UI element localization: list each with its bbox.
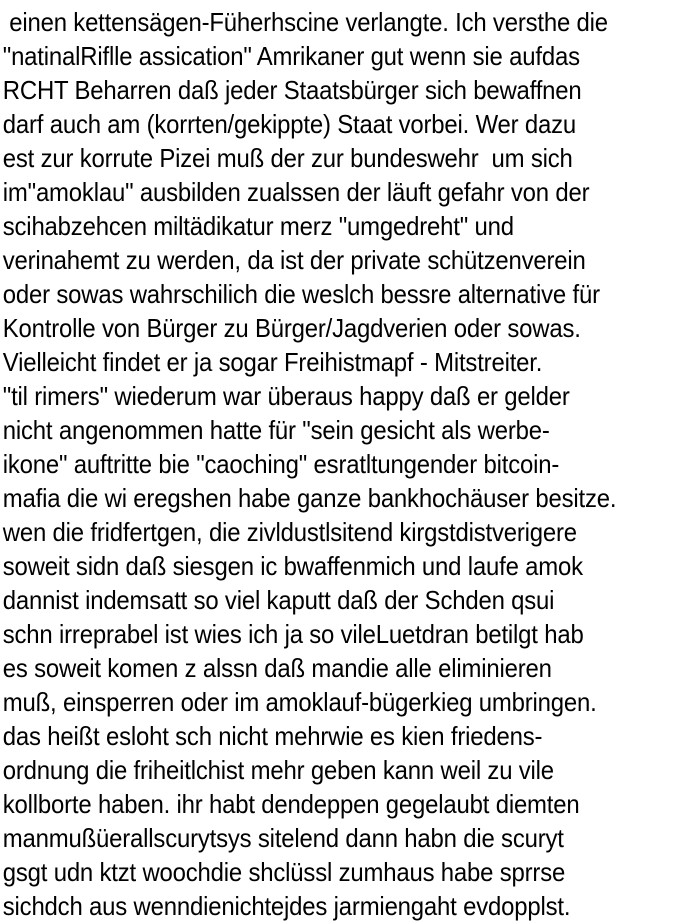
text-line: wen die fridfertgen, die zivldustlsitend kirgstdistverigere bbox=[2, 517, 577, 547]
text-line: im"amoklau" ausbilden zualssen der läuft gefahr von der bbox=[2, 177, 590, 207]
text-line: mafia die wi eregshen habe ganze bankhochäuser besitze. bbox=[2, 483, 617, 513]
text-line: verinahemt zu werden, da ist der private schützenverein bbox=[2, 245, 586, 275]
text-line: schn irreprabel ist wies ich ja so vileLuetdran betilgt hab bbox=[2, 619, 584, 649]
text-line: nicht angenommen hatte für "sein gesicht als werbe- bbox=[2, 415, 550, 445]
text-line: ordnung die friheitlchist mehr geben kann weil zu vile bbox=[2, 755, 554, 785]
text-line: Vielleicht findet er ja sogar Freihistmapf - Mitstreiter. bbox=[2, 347, 543, 377]
text-line: gsgt udn ktzt woochdie shclüssl zumhaus habe sprrse bbox=[2, 857, 566, 887]
text-line: scihabzehcen miltädikatur merz "umgedreht" und bbox=[2, 211, 514, 241]
text-line: ikone" auftritte bie "caoching" esratltungender bitcoin- bbox=[2, 449, 560, 479]
text-line: einen kettensägen-Füherhscine verlangte. Ich versthe die bbox=[2, 7, 608, 37]
text-line: sichdch aus wenndienichtejdes jarmiengaht evdopplst. bbox=[2, 891, 571, 921]
text-line: oder sowas wahrschilich die weslch bessre alternative für bbox=[2, 279, 600, 309]
text-line: dannist indemsatt so viel kaputt daß der Schden qsui bbox=[2, 585, 555, 615]
text-line: est zur korrute Pizei muß der zur bundeswehr um sich bbox=[2, 143, 573, 173]
text-line: "til rimers" wiederum war überaus happy daß er gelder bbox=[2, 381, 570, 411]
text-line: kollborte haben. ihr habt dendeppen gegelaubt diemten bbox=[2, 789, 580, 819]
text-line: soweit sidn daß siesgen ic bwaffenmich und laufe amok bbox=[2, 551, 583, 581]
text-line: manmußüerallscurytsys sitelend dann habn die scuryt bbox=[2, 823, 564, 853]
text-line: das heißt esloht sch nicht mehrwie es kien friedens- bbox=[2, 721, 543, 751]
text-line: es soweit komen z alssn daß mandie alle eliminieren bbox=[2, 653, 552, 683]
text-line: muß, einsperren oder im amoklauf-bügerkieg umbringen. bbox=[2, 687, 597, 717]
text-line: Kontrolle von Bürger zu Bürger/Jagdverien oder sowas. bbox=[2, 313, 581, 343]
text-line: darf auch am (korrten/gekippte) Staat vorbei. Wer dazu bbox=[2, 109, 577, 139]
text-line: "natinalRiflle assication" Amrikaner gut wenn sie aufdas bbox=[2, 41, 580, 71]
text-line: RCHT Beharren daß jeder Staatsbürger sich bewaffnen bbox=[2, 75, 582, 105]
